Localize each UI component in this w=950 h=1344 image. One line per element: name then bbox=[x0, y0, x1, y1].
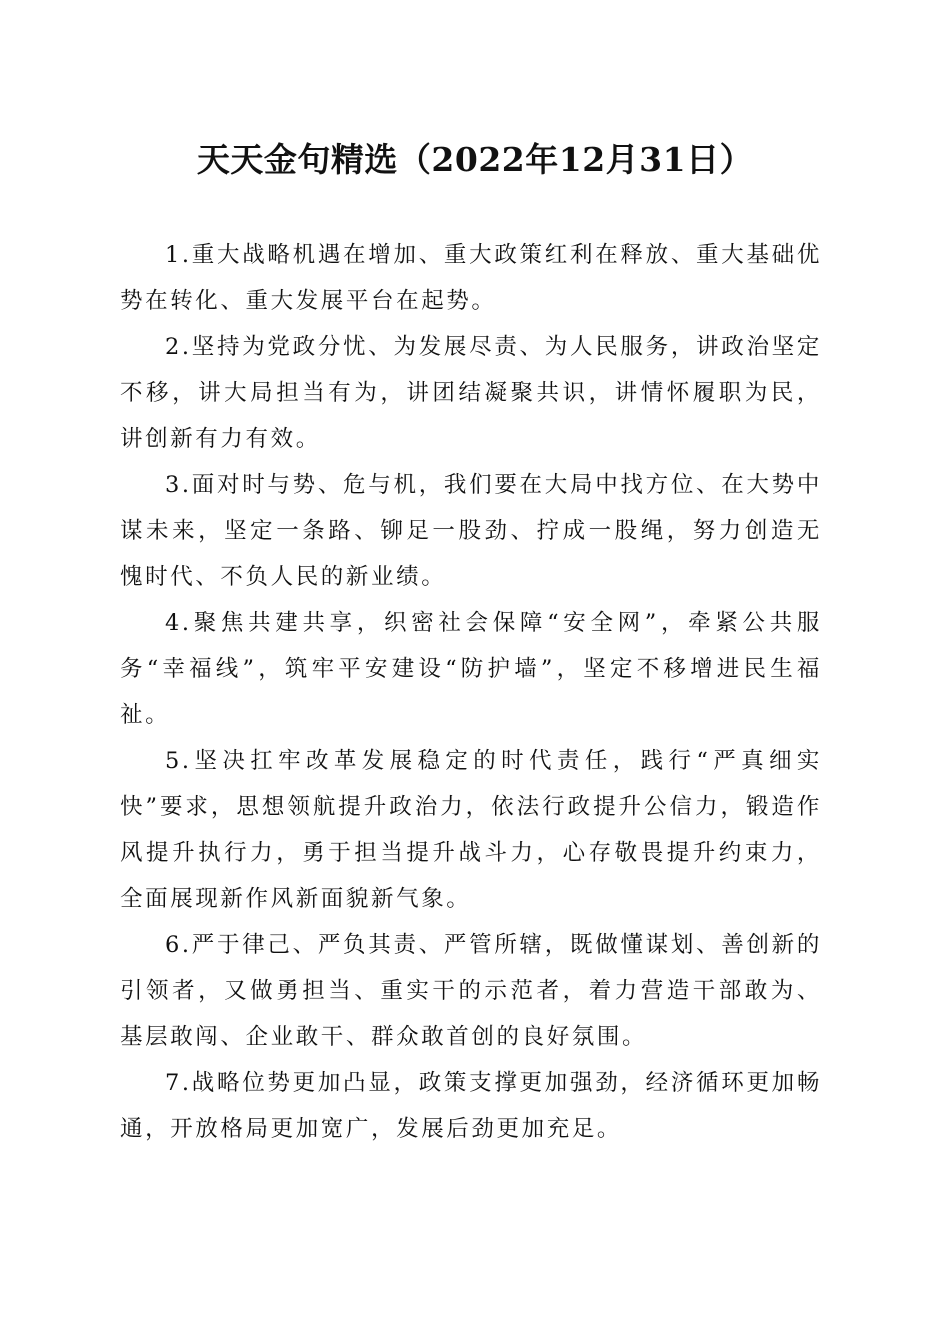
paragraph-7: 7.战略位势更加凸显，政策支撑更加强劲，经济循环更加畅通，开放格局更加宽广，发展后劲更加充足。 bbox=[120, 1070, 822, 1142]
paragraph-2: 2.坚持为党政分忧、为发展尽责、为人民服务，讲政治坚定不移，讲大局担当有为，讲团结凝聚共识，讲情怀履职为民，讲创新有力有效。 bbox=[120, 334, 822, 452]
paragraph-1: 1.重大战略机遇在增加、重大政策红利在释放、重大基础优势在转化、重大发展平台在起势。 bbox=[120, 242, 822, 314]
paragraph-5: 5.坚决扛牢改革发展稳定的时代责任，践行“严真细实快”要求，思想领航提升政治力，依法行政提升公信力，锻造作风提升执行力，勇于担当提升战斗力，心存敬畏提升约束力，全面展现新作风新面貌新气象。 bbox=[120, 748, 822, 912]
paragraph-3: 3.面对时与势、危与机，我们要在大局中找方位、在大势中谋未来，坚定一条路、铆足一股劲、拧成一股绳，努力创造无愧时代、不负人民的新业绩。 bbox=[120, 472, 822, 590]
paragraph-4: 4.聚焦共建共享，织密社会保障“安全网”，牵紧公共服务“幸福线”，筑牢平安建设“防护墙”，坚定不移增进民生福祉。 bbox=[120, 610, 822, 728]
document-title: 天天金句精选（2022年12月31日） bbox=[196, 140, 754, 179]
paragraph-6: 6.严于律己、严负其责、严管所辖，既做懂谋划、善创新的引领者，又做勇担当、重实干的示范者，着力营造干部敢为、基层敢闯、企业敢干、群众敢首创的良好氛围。 bbox=[120, 932, 822, 1050]
document-body bbox=[120, 232, 822, 1152]
